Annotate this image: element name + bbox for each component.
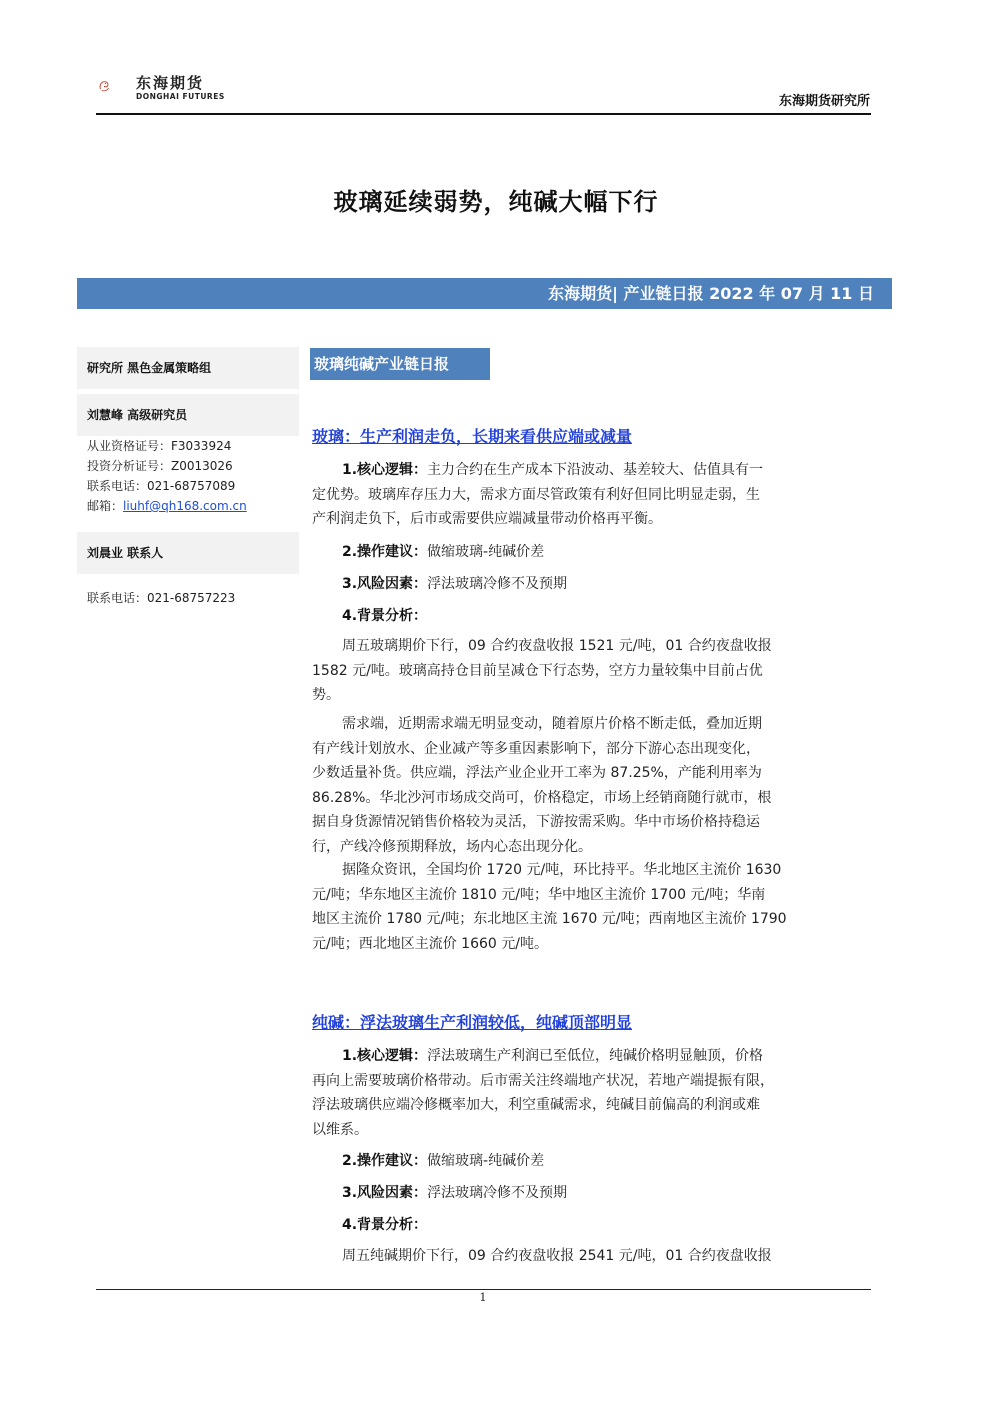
header-divider [96, 113, 871, 115]
analyst2-phone: 联系电话：021-68757223 [87, 591, 236, 605]
page-title: 玻璃延续弱势，纯碱大幅下行 [333, 188, 659, 216]
soda-risk-label: 3.风险因素： [342, 1185, 428, 1201]
glass-op-text: 做缩玻璃-纯碱价差 [427, 544, 545, 560]
soda-para-1 [312, 1244, 869, 1269]
footer-divider [96, 1289, 871, 1290]
glass-para-1 [312, 634, 869, 708]
para-line: 地区主流价 1780 元/吨；东北地区主流 1670 元/吨；西南地区主流价 1790 [312, 911, 787, 927]
para-line: 势。 [312, 687, 340, 703]
report-banner: 东海期货| 产业链日报 2022 年 07 月 11 日 [77, 278, 892, 309]
soda-logic-line: 再向上需要玻璃价格带动。后市需关注终端地产状况，若地产端提振有限， [312, 1072, 774, 1089]
sidebar-dept: 研究所 黑色金属策略组 [77, 347, 299, 389]
sidebar-analyst1: 刘慧峰 高级研究员 [77, 394, 299, 436]
report-tag: 玻璃纯碱产业链日报 [310, 348, 490, 380]
soda-bg-label [342, 1214, 427, 1234]
para-line: 86.28%。华北沙河市场成交尚可，价格稳定，市场上经销商随行就市，根 [312, 789, 772, 806]
para-line: 据隆众资讯，全国均价 1720 元/吨，环比持平。华北地区主流价 1630 [342, 862, 782, 878]
glass-logic-label: 1.核心逻辑： [342, 462, 428, 478]
soda-logic-line: 以维系。 [312, 1121, 368, 1138]
para-line: 1582 元/吨。玻璃高持仓目前呈减仓下行态势，空方力量较集中目前占优 [312, 662, 763, 679]
glass-risk-text: 浮法玻璃冷修不及预期 [427, 576, 568, 592]
soda-op-text: 做缩玻璃-纯碱价差 [427, 1153, 545, 1169]
soda-section-title: 纯碱：浮法玻璃生产利润较低，纯碱顶部明显 [312, 1013, 633, 1032]
glass-logic-line: 主力合约在生产成本下沿波动、基差较大、估值具有一 [427, 462, 764, 478]
glass-bg-label [342, 605, 427, 625]
para-line: 据自身货源情况销售价格较为灵活，下游按需采购。华中市场价格持稳运 [312, 814, 760, 830]
para-line: 周五玻璃期价下行，09 合约夜盘收报 1521 元/吨，01 合约夜盘收报 [342, 638, 772, 654]
soda-op-label: 2.操作建议： [342, 1153, 428, 1169]
glass-section-title: 玻璃：生产利润走负，长期来看供应端或减量 [312, 427, 633, 446]
soda-logic-line: 浮法玻璃供应端冷修概率加大，利空重碱需求，纯碱目前偏高的利润或难 [312, 1097, 760, 1113]
glass-op [342, 541, 544, 561]
analyst1-email-link[interactable]: liuhf@qh168.com.cn [123, 499, 247, 513]
para-line: 需求端，近期需求端无明显变动，随着原片价格不断走低，叠加近期 [342, 716, 762, 732]
header-org: 东海期货研究所 [778, 94, 870, 109]
para-line: 有产线计划放水、企业减产等多重因素影响下，部分下游心态出现变化， [312, 740, 760, 757]
logo-text-en: DONGHAI FUTURES [136, 92, 225, 101]
email-label: 邮箱： [87, 499, 124, 513]
glass-risk [342, 573, 567, 593]
sidebar-analyst2: 刘晨业 联系人 [77, 532, 299, 574]
para-line: 元/吨；西北地区主流价 1660 元/吨。 [312, 935, 548, 952]
logo-text-cn: 东海期货 [136, 74, 205, 92]
donghai-logo-icon [98, 66, 138, 106]
para-line: 少数适量补货。供应端，浮法产业企业开工率为 87.25%，产能利用率为 [312, 765, 762, 781]
soda-bg-label-text: 4.背景分析： [342, 1217, 428, 1233]
page-number: 1 [479, 1291, 487, 1304]
soda-logic-line: 浮法玻璃生产利润已至低位，纯碱价格明显触顶，价格 [427, 1048, 764, 1064]
para-line: 周五纯碱期价下行，09 合约夜盘收报 2541 元/吨，01 合约夜盘收报 [342, 1248, 772, 1264]
soda-risk-text: 浮法玻璃冷修不及预期 [427, 1185, 568, 1201]
soda-op [342, 1150, 544, 1170]
glass-logic-line: 产利润走负下，后市或需要供应端减量带动价格再平衡。 [312, 511, 662, 527]
analyst1-phone: 联系电话：021-68757089 [87, 479, 236, 493]
glass-op-label: 2.操作建议： [342, 544, 428, 560]
soda-risk [342, 1182, 567, 1202]
glass-risk-label: 3.风险因素： [342, 576, 428, 592]
glass-logic [312, 458, 869, 532]
para-line: 行，产线冷修预期释放，场内心态出现分化。 [312, 838, 592, 855]
para-line: 元/吨；华东地区主流价 1810 元/吨；华中地区主流价 1700 元/吨；华南 [312, 886, 766, 903]
analyst1-cert: 从业资格证号：F3033924 [87, 439, 232, 453]
glass-logic-line: 定优势。玻璃库存压力大，需求方面尽管政策有利好但同比明显走弱，生 [312, 486, 760, 503]
soda-logic [312, 1044, 869, 1142]
glass-para-3 [312, 858, 869, 956]
analyst1-email-row [87, 496, 247, 517]
glass-bg-label-text: 4.背景分析： [342, 608, 428, 624]
glass-para-2 [312, 712, 869, 859]
soda-logic-label: 1.核心逻辑： [342, 1048, 428, 1064]
analyst1-invest-cert: 投资分析证号：Z0013026 [87, 459, 233, 473]
